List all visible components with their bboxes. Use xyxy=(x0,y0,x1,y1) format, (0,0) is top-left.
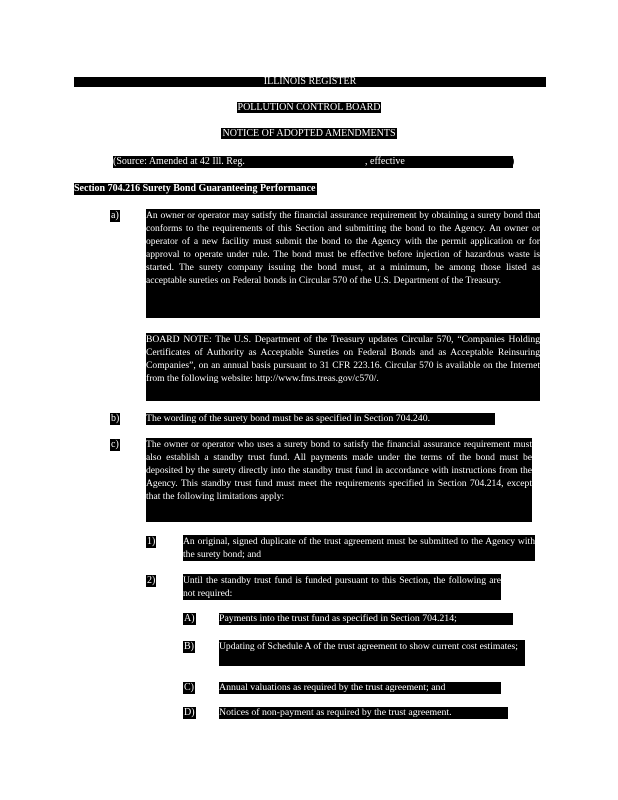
source-prefix: (Source: Amended at 42 Ill. Reg. xyxy=(113,156,365,168)
register-header xyxy=(74,77,546,87)
subsection-c-text: The owner or operator who uses a surety bond to satisfy the financial assurance requirement must also establish a standby trust fund. All payments made under the terms of the bond must be deposited by the surety directly into the standby trust fund in accordance with instructions from the Agency. This standby trust fund must meet the requirements specified in Section 704.214, except that the following limitations apply: xyxy=(146,438,532,522)
subsection-b-label: b) xyxy=(111,413,120,424)
item-A-text: Payments into the trust fund as specified in Section 704.214; xyxy=(219,613,513,625)
source-effective: , effective xyxy=(365,156,513,168)
item-2-text: Until the standby trust fund is funded pursuant to this Section, the following are not required: xyxy=(183,575,501,599)
item-B-text: Updating of Schedule A of the trust agreement to show current cost estimates; xyxy=(219,640,525,666)
item-A-label: A) xyxy=(184,613,195,624)
section-title: Section 704.216 Surety Bond Guaranteeing Performance xyxy=(74,183,316,194)
item-2-label: 2) xyxy=(147,575,156,586)
board-note: BOARD NOTE: The U.S. Department of the Treasury updates Circular 570, “Companies Holding Certificates of Authority as Acceptable Sureties on Federal Bonds and as Acceptable Reinsuring Companies”, on an annual basis pursuant to 31 CFR 223.16. Circular 570 is available on the Internet from the following website: http://www.fms.treas.gov/c570/. xyxy=(146,333,540,401)
notice-line xyxy=(0,128,618,140)
source-line xyxy=(113,156,513,168)
agency-name: POLLUTION CONTROL BOARD xyxy=(237,102,381,113)
item-D-label: D) xyxy=(184,707,195,718)
notice-title: NOTICE OF ADOPTED AMENDMENTS xyxy=(222,128,396,139)
item-B-label: B) xyxy=(184,641,194,652)
subsection-a-label: a) xyxy=(111,210,119,221)
subsection-a-text: An owner or operator may satisfy the financial assurance requirement by obtaining a surety bond that conforms to the requirements of this Section and submitting the bond to the Agency. An owner or operator of a new facility must submit the bond to the Agency with the permit application or for approval to operate under rule. The bond must be effective before injection of hazardous waste is started. The surety company issuing the bond must, at a minimum, be among those listed as acceptable sureties on Federal bonds in Circular 570 of the U.S. Department of the Treasury. xyxy=(146,209,540,318)
register-title: ILLINOIS REGISTER xyxy=(263,76,357,87)
item-C-text: Annual valuations as required by the trust agreement; and xyxy=(219,682,501,694)
subsection-b-text: The wording of the surety bond must be as specified in Section 704.240. xyxy=(146,413,495,425)
item-1-text: An original, signed duplicate of the trust agreement must be submitted to the Agency with the surety bond; and xyxy=(183,536,535,560)
source-close: ) xyxy=(511,156,515,167)
agency-line xyxy=(0,102,618,114)
item-1-label: 1) xyxy=(147,536,156,547)
item-C-label: C) xyxy=(184,682,194,693)
item-D-text: Notices of non-payment as required by the trust agreement. xyxy=(219,707,508,719)
subsection-c-label: c) xyxy=(111,439,119,450)
